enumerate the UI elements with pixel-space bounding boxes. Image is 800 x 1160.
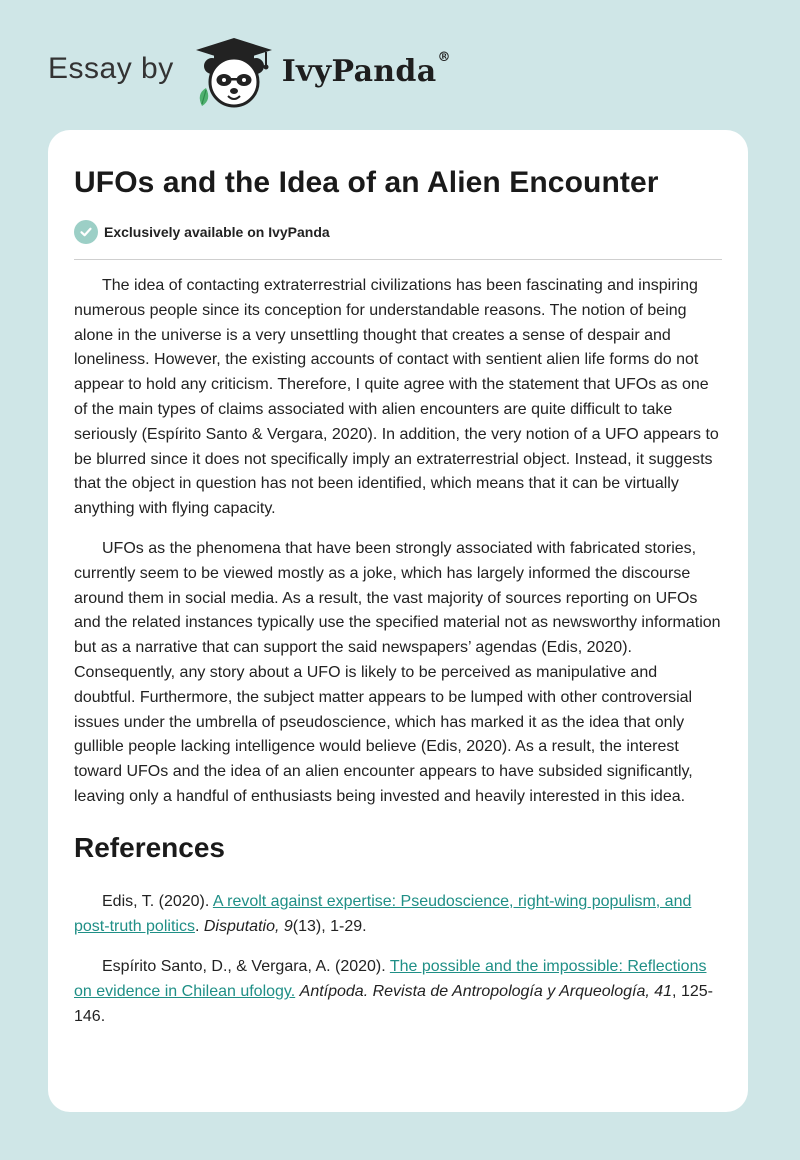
essay-title: UFOs and the Idea of an Alien Encounter <box>74 166 659 199</box>
divider <box>74 259 722 260</box>
essay-paragraph: The idea of contacting extraterrestrial civilizations has been fascinating and inspiring numerous people since its conception for understandable reasons. The notion of being alone in the universe is a very unsettling thought that creates a sense of despair and loneliness. However, the existing accounts of contact with sentient alien life forms do not appear to hold any criticism. Therefore, I quite agree with the statement that UFOs as one of the main types of claims associated with alien encounters are quite difficult to take seriously (Espírito Santo & Vergara, 2020). In addition, the very notion of a UFO appears to be blurred since it does not specifically imply an extraterrestrial object. Instead, it suggests that the object in question has not been identified, which means that it can be virtually anything with flying capacity. <box>74 277 719 518</box>
reference-authors: Espírito Santo, D., & Vergara, A. (2020). <box>102 958 390 976</box>
reference-details: , 125-146. <box>74 983 713 1025</box>
reference-source: Antípoda. Revista de Antropología y Arqueología, 41 <box>299 983 673 1001</box>
exclusive-badge <box>74 220 722 244</box>
reference-link[interactable]: The possible and the impossible: Reflections on evidence in Chilean ufology. <box>74 958 707 1001</box>
essay-card <box>48 130 748 1112</box>
brand-prefix: Essay by <box>48 52 174 85</box>
reference-authors: Edis, T. (2020). <box>102 892 213 910</box>
reference-punct: . <box>194 917 204 935</box>
reference-details: (13), 1-29. <box>292 917 367 935</box>
essay-paragraph: UFOs as the phenomena that have been strongly associated with fabricated stories, currently seem to be viewed mostly as a joke, which has largely informed the discourse around them in social media. As a result, the vast majority of sources reporting on UFOs and the related instances typically use the specified material not as newsworthy information but as a narrative that can support the said newspapers’ agendas (Edis, 2020). Consequently, any story about a UFO is likely to be perceived as manipulative and doubtful. Furthermore, the subject matter appears to be lumped with other controversial issues under the umbrella of pseudoscience, which has marked it as the idea that only gullible people lacking intelligence would believe (Edis, 2020). As a result, the interest toward UFOs and the idea of an alien encounter appears to have subsided significantly, leaving only a handful of enthusiasts being invested and heavily interested in this idea. <box>74 539 721 805</box>
reference-source: Disputatio, 9 <box>203 917 293 935</box>
reference-item <box>74 955 722 1029</box>
badge-label: Exclusively available on IvyPanda <box>104 224 330 240</box>
check-circle-icon <box>74 220 98 244</box>
site-header <box>48 36 451 110</box>
reference-item <box>74 890 722 940</box>
ivypanda-logo-icon[interactable] <box>192 36 276 110</box>
registered-mark: ® <box>437 49 451 65</box>
references-heading: References <box>74 831 225 863</box>
reference-link[interactable]: A revolt against expertise: Pseudoscience, right-wing populism, and post-truth politics <box>74 892 692 935</box>
brand-name: IvyPanda® <box>281 49 451 89</box>
